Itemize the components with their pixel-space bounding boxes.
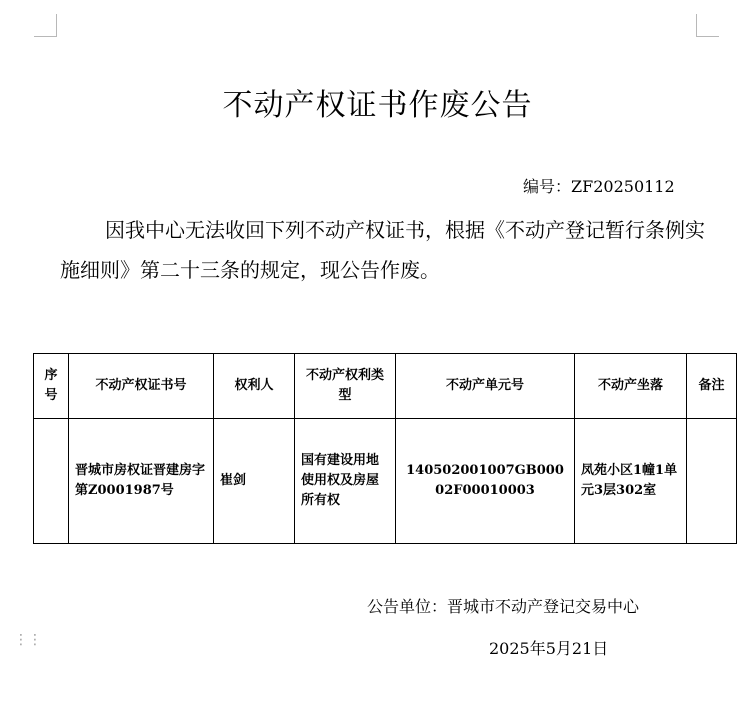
header-seq: 序号 bbox=[34, 354, 69, 419]
cell-location: 凤苑小区1幢1单元3层302室 bbox=[575, 419, 687, 544]
cell-seq bbox=[34, 419, 69, 544]
header-cert-no: 不动产权证书号 bbox=[69, 354, 214, 419]
page-title: 不动产权证书作废公告 bbox=[222, 88, 533, 123]
header-holder: 权利人 bbox=[214, 354, 295, 419]
void-certificate-table bbox=[33, 353, 737, 544]
cell-remark bbox=[687, 419, 737, 544]
issuer-line: 公告单位：晋城市不动产登记交易中心 bbox=[367, 597, 640, 616]
header-unit-no: 不动产单元号 bbox=[396, 354, 575, 419]
notice-date: 2025年5月21日 bbox=[489, 639, 609, 658]
table-header-row bbox=[34, 354, 737, 419]
cell-right-type: 国有建设用地使用权及房屋所有权 bbox=[295, 419, 396, 544]
cell-cert-no: 晋城市房权证晋建房字第Z0001987号 bbox=[69, 419, 214, 544]
header-location: 不动产坐落 bbox=[575, 354, 687, 419]
header-remark: 备注 bbox=[687, 354, 737, 419]
notice-paragraph: 因我中心无法收回下列不动产权证书，根据《不动产登记暂行条例实施细则》第二十三条的规定，现公告作废。 bbox=[60, 218, 705, 282]
cell-holder: 崔剑 bbox=[214, 419, 295, 544]
header-right-type: 不动产权利类型 bbox=[295, 354, 396, 419]
table-row bbox=[34, 419, 737, 544]
page-corner-mark-icon bbox=[696, 14, 719, 37]
cell-unit-no: 140502001007GB00002F00010003 bbox=[396, 419, 575, 544]
page-corner-mark-icon bbox=[34, 14, 57, 37]
drag-handle-icon[interactable]: ⋮⋮ bbox=[14, 632, 42, 648]
document-number: 编号：ZF20250112 bbox=[523, 177, 675, 196]
